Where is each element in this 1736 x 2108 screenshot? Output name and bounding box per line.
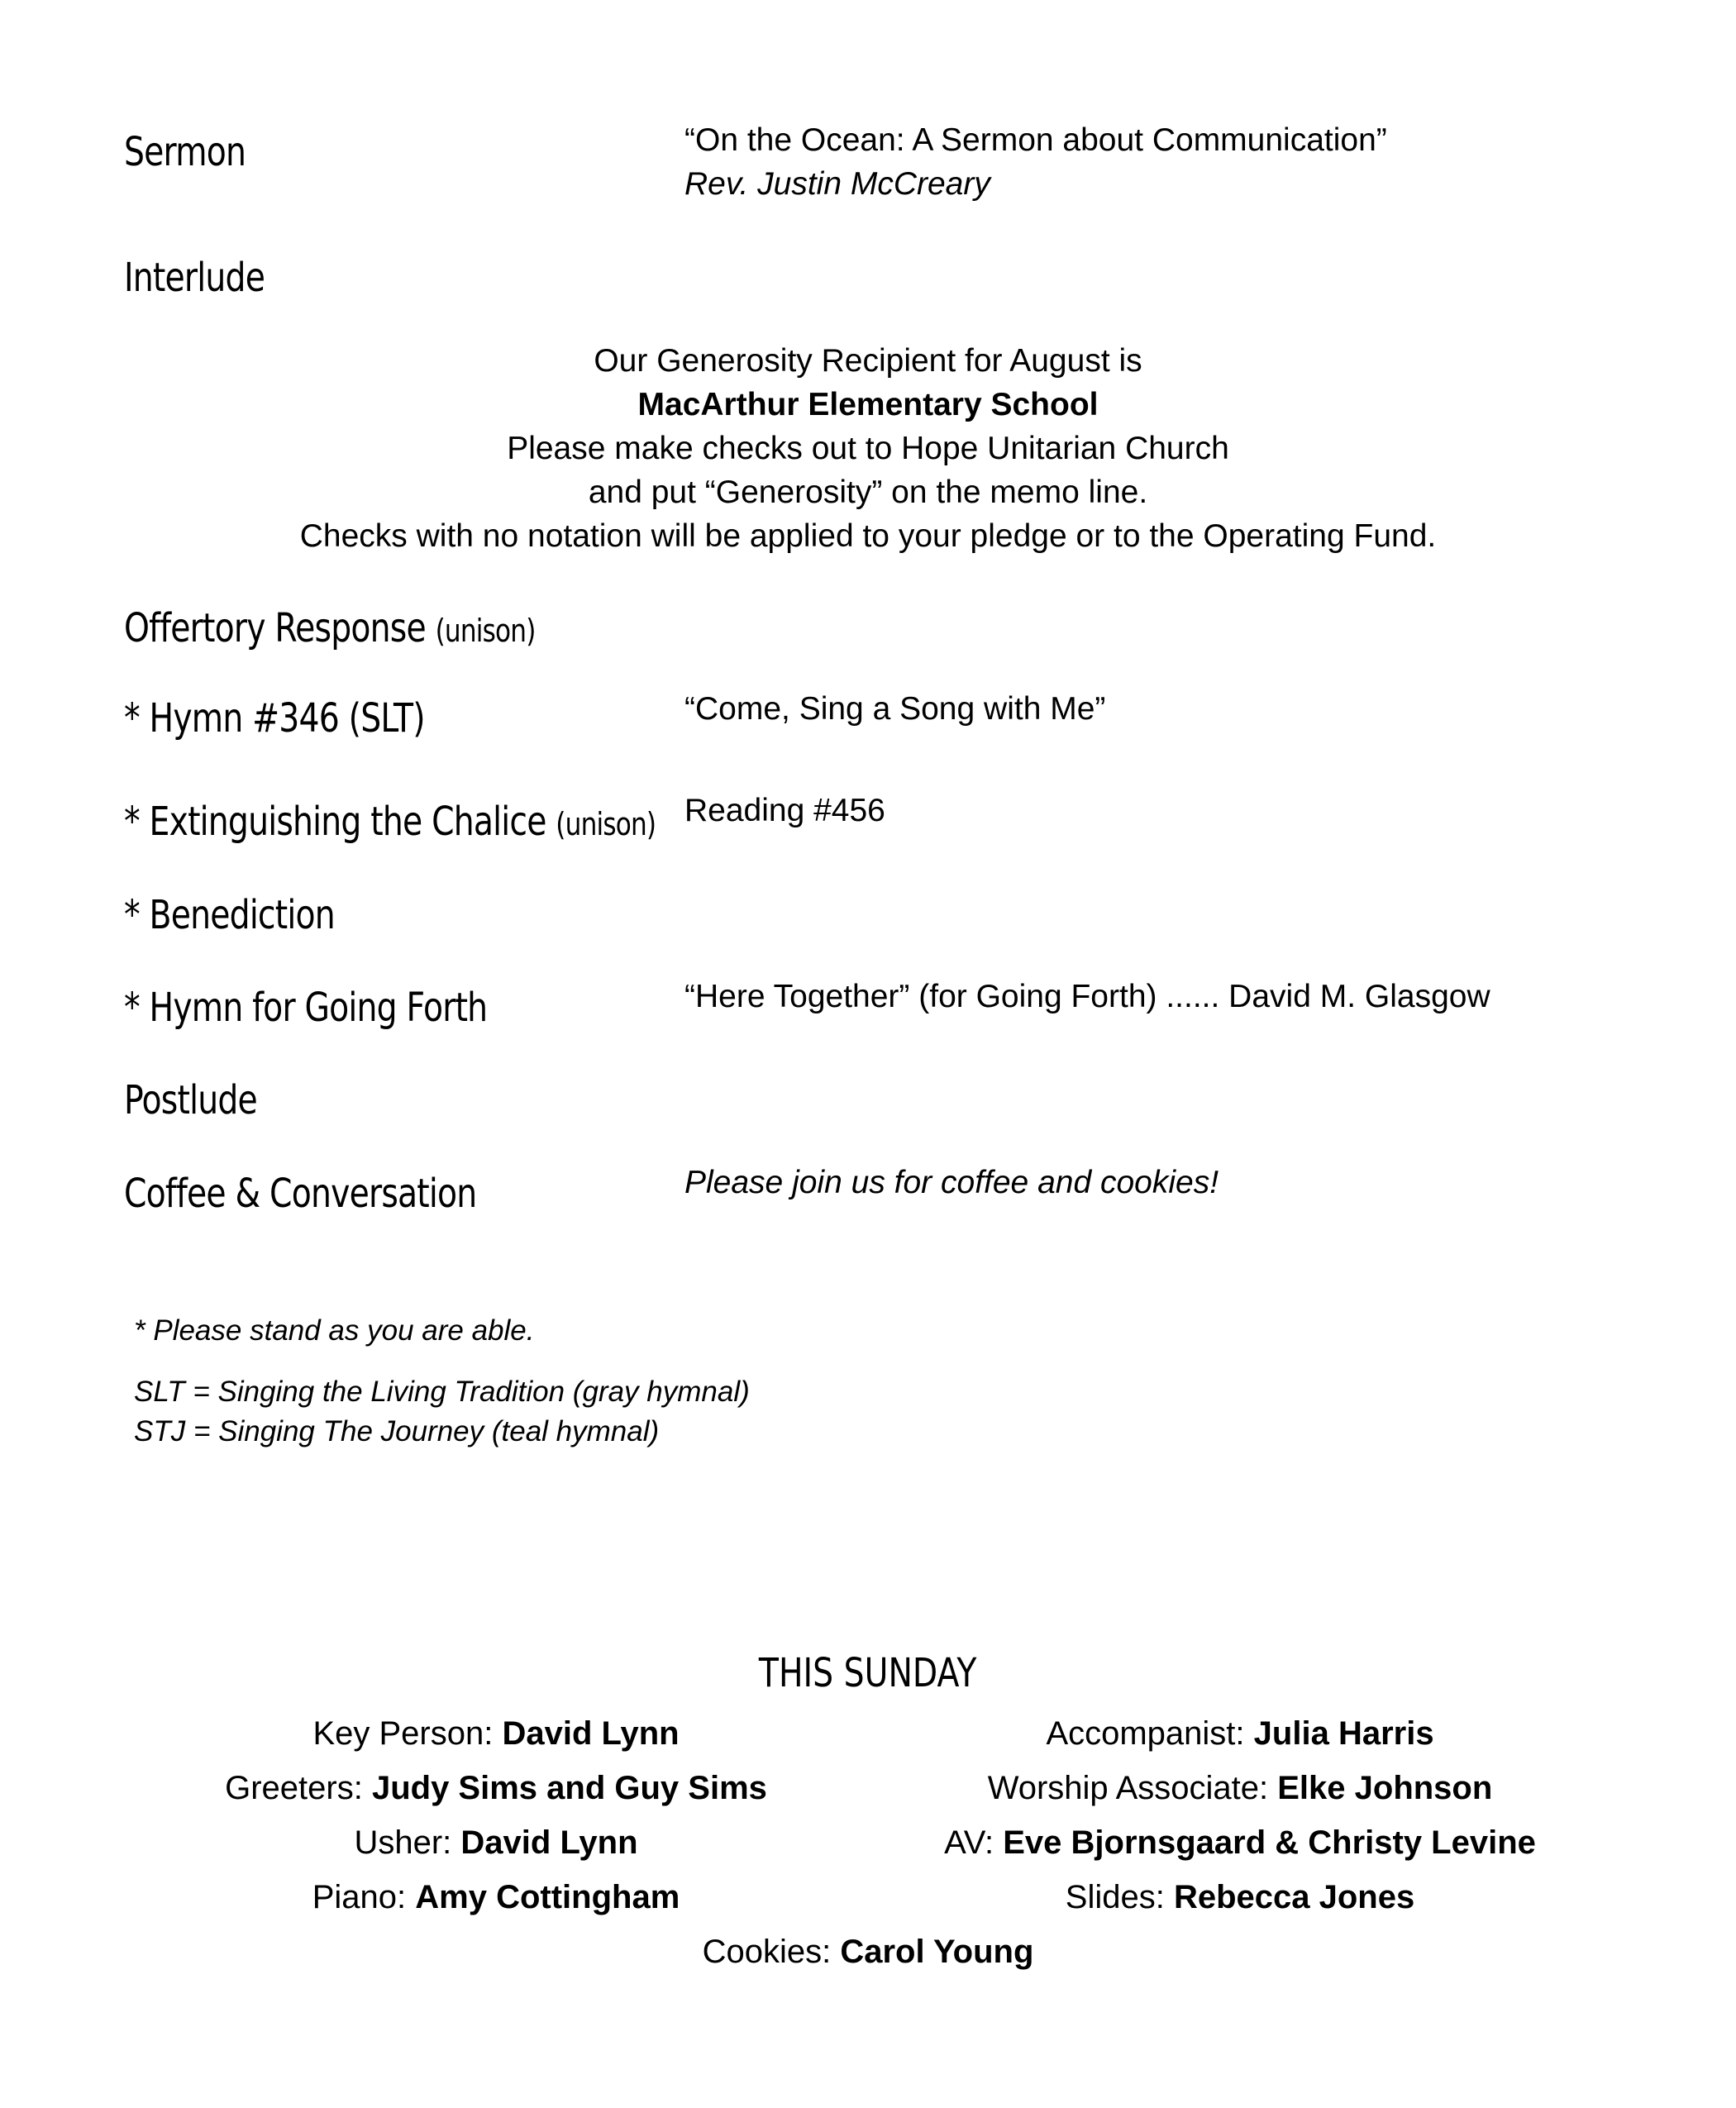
this-sunday-title — [0, 1650, 1736, 1696]
stand-note: * Please stand as you are able. — [134, 1314, 535, 1347]
volunteer-key-person — [62, 1706, 930, 1761]
hymn-heading: * Hymn #346 (SLT) — [124, 695, 425, 742]
volunteer-name: David Lynn — [460, 1824, 638, 1861]
going-forth-hymn: “Here Together” (for Going Forth) ...... David M. Glasgow — [684, 979, 1490, 1014]
volunteer-role: Slides: — [1065, 1879, 1165, 1915]
volunteer-name: Judy Sims and Guy Sims — [371, 1770, 767, 1806]
coffee-heading: Coffee & Conversation — [124, 1171, 477, 1217]
volunteer-usher — [62, 1815, 930, 1870]
generosity-line-3: Please make checks out to Hope Unitarian Church — [507, 431, 1229, 466]
volunteer-role: Key Person: — [312, 1715, 494, 1752]
volunteer-name: Carol Young — [840, 1934, 1034, 1970]
generosity-line-1: Our Generosity Recipient for August is — [594, 343, 1142, 379]
volunteers-right-column — [806, 1706, 1674, 1924]
volunteers-left-column — [62, 1706, 930, 1924]
volunteer-slides — [806, 1870, 1674, 1924]
coffee-note: Please join us for coffee and cookies! — [684, 1165, 1219, 1200]
volunteer-piano — [62, 1870, 930, 1924]
volunteer-worship-associate — [806, 1761, 1674, 1815]
generosity-block — [0, 339, 1736, 558]
generosity-line-5: Checks with no notation will be applied to your pledge or to the Operating Fund. — [299, 518, 1437, 554]
sermon-speaker: Rev. Justin McCreary — [684, 166, 990, 202]
interlude-heading: Interlude — [124, 255, 265, 301]
postlude-heading: Postlude — [124, 1077, 257, 1123]
volunteer-role: Cookies: — [702, 1934, 832, 1970]
volunteer-role: Piano: — [312, 1879, 407, 1915]
volunteer-accompanist — [806, 1706, 1674, 1761]
generosity-line-4: and put “Generosity” on the memo line. — [588, 475, 1148, 510]
offertory-label: Offertory Response — [124, 605, 426, 651]
benediction-heading: * Benediction — [124, 892, 335, 938]
volunteer-name: Elke Johnson — [1277, 1770, 1493, 1806]
volunteer-role: Usher: — [354, 1824, 452, 1861]
offertory-note: (unison) — [435, 613, 536, 649]
volunteer-name: Amy Cottingham — [415, 1879, 680, 1915]
stj-note: STJ = Singing The Journey (teal hymnal) — [134, 1415, 660, 1447]
volunteer-name: David Lynn — [502, 1715, 680, 1752]
volunteer-role: Greeters: — [225, 1770, 363, 1806]
extinguishing-reading: Reading #456 — [684, 793, 885, 828]
generosity-recipient: MacArthur Elementary School — [637, 387, 1099, 422]
volunteer-role: Accompanist: — [1046, 1715, 1245, 1752]
volunteer-cookies — [0, 1924, 1736, 1979]
volunteer-role: Worship Associate: — [987, 1770, 1269, 1806]
volunteer-name: Eve Bjornsgaard & Christy Levine — [1003, 1824, 1536, 1861]
this-sunday-title-text: THIS SUNDAY — [759, 1650, 977, 1696]
hymn-title: “Come, Sing a Song with Me” — [684, 691, 1106, 727]
sermon-title: “On the Ocean: A Sermon about Communication” — [684, 122, 1387, 158]
volunteer-role: AV: — [944, 1824, 994, 1861]
extinguishing-note: (unison) — [556, 806, 656, 842]
volunteer-name: Rebecca Jones — [1173, 1879, 1415, 1915]
volunteer-greeters — [62, 1761, 930, 1815]
offertory-heading — [124, 605, 536, 651]
going-forth-heading: * Hymn for Going Forth — [124, 985, 488, 1031]
sermon-heading: Sermon — [124, 129, 246, 175]
extinguishing-heading — [124, 799, 656, 845]
volunteer-av — [806, 1815, 1674, 1870]
extinguishing-label: * Extinguishing the Chalice — [124, 799, 546, 845]
slt-note: SLT = Singing the Living Tradition (gray hymnal) — [134, 1376, 750, 1408]
volunteer-name: Julia Harris — [1253, 1715, 1434, 1752]
